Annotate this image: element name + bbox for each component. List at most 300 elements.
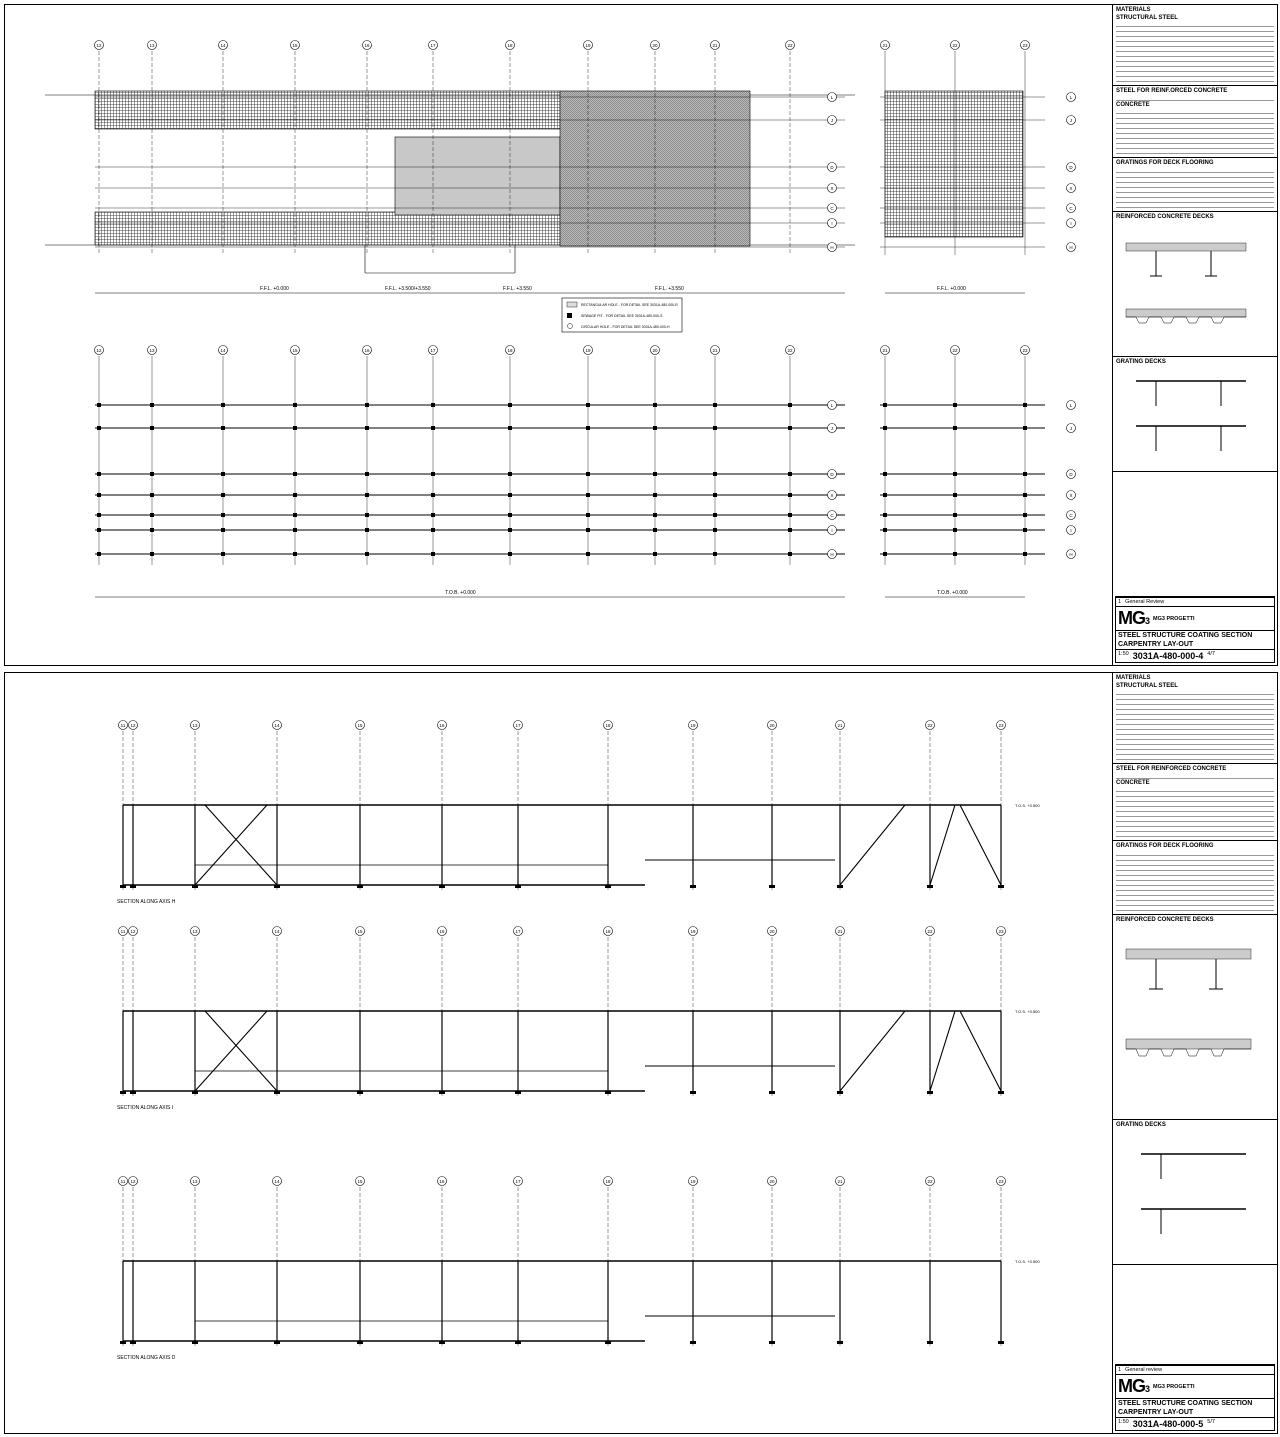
- column-mark: [150, 493, 154, 497]
- gratings-heading: GRATINGS FOR DECK FLOORING: [1116, 843, 1214, 849]
- grid-bubble: [291, 346, 300, 355]
- grid-bubble: [786, 41, 795, 50]
- column-mark: [713, 552, 717, 556]
- grid-label: J: [830, 117, 834, 123]
- column-mark: [788, 528, 792, 532]
- grid-label: 21: [882, 347, 888, 353]
- grid-bubble: [438, 721, 447, 730]
- grid-bubble: [1067, 526, 1076, 535]
- grid-bubble: [997, 1177, 1006, 1186]
- grid-label: 21: [837, 722, 843, 728]
- revision-note: General Review: [1125, 599, 1165, 605]
- grid-bubble: [711, 346, 720, 355]
- column-mark: [883, 528, 887, 532]
- grid-bubble: [514, 1177, 523, 1186]
- column-mark: [150, 426, 154, 430]
- grid-bubble: [363, 41, 372, 50]
- grid-label: 22: [927, 928, 933, 934]
- bracing: [840, 1011, 1001, 1091]
- grid-bubble: [148, 346, 157, 355]
- column-mark: [293, 472, 297, 476]
- steel-concrete-heading: STEEL FOR REINFORCED CONCRETE: [1116, 766, 1227, 772]
- column-mark: [883, 426, 887, 430]
- level-label: F.F.L. +3.550: [655, 286, 684, 292]
- grid-bubble: [828, 204, 837, 213]
- grid-bubble: [291, 41, 300, 50]
- tob-label: T.O.B. +0.000: [937, 590, 968, 596]
- title-block: [1115, 1364, 1275, 1431]
- grid-bubble: [768, 927, 777, 936]
- column-mark: [431, 513, 435, 517]
- grid-label: 19: [585, 347, 591, 353]
- column-mark: [883, 552, 887, 556]
- column-mark: [953, 513, 957, 517]
- base-plate: [927, 885, 933, 888]
- grid-label: H: [1069, 244, 1073, 250]
- base-plate: [837, 1091, 843, 1094]
- column-mark: [713, 513, 717, 517]
- grid-bubble: [1067, 511, 1076, 520]
- grid-label: 22: [927, 1178, 933, 1184]
- grid-bubble: [828, 243, 837, 252]
- column-mark: [713, 426, 717, 430]
- grid-bubble: [651, 346, 660, 355]
- grid-bubble: [95, 41, 104, 50]
- column-mark: [788, 513, 792, 517]
- grid-label: 15: [292, 42, 298, 48]
- base-plate: [769, 1341, 775, 1344]
- grid-label: 15: [357, 928, 363, 934]
- grid-bubble: [881, 346, 890, 355]
- grid-label: D: [1069, 164, 1073, 170]
- column-mark: [883, 472, 887, 476]
- grid-bubble: [951, 346, 960, 355]
- column-mark: [221, 403, 225, 407]
- notes-panel: [1112, 5, 1277, 665]
- materials-heading: MATERIALS: [1116, 7, 1151, 13]
- level-label: F.F.L. +0.000: [937, 286, 966, 292]
- grid-label: 16: [364, 42, 370, 48]
- grid-bubble: [828, 401, 837, 410]
- column-mark: [883, 403, 887, 407]
- grid-label: 19: [690, 722, 696, 728]
- steel-concrete-heading: STEEL FOR REINF.ORCED CONCRETE: [1116, 88, 1228, 94]
- grid-bubble: [1067, 219, 1076, 228]
- grid-label: 23: [998, 722, 1004, 728]
- grating-deck-detail: [1116, 1129, 1266, 1254]
- sheet-number: 5/7: [1207, 1419, 1215, 1425]
- drawing-number: 3031A-480-000-5: [1132, 1419, 1204, 1429]
- column-mark: [293, 493, 297, 497]
- base-plate: [769, 885, 775, 888]
- column-mark: [365, 552, 369, 556]
- column-mark: [883, 493, 887, 497]
- sheet-number: 4/7: [1207, 651, 1215, 657]
- grid-bubble: [1021, 41, 1030, 50]
- grid-label: X: [830, 492, 834, 498]
- column-mark: [953, 552, 957, 556]
- grid-label: 12: [130, 1178, 136, 1184]
- grid-label: 18: [507, 42, 513, 48]
- grid-bubble: [828, 491, 837, 500]
- column-mark: [508, 472, 512, 476]
- grid-bubble: [836, 721, 845, 730]
- column-mark: [221, 426, 225, 430]
- grid-bubble: [191, 1177, 200, 1186]
- grid-label: 20: [769, 928, 775, 934]
- rc-deck-detail: [1116, 924, 1266, 1109]
- column-mark: [508, 493, 512, 497]
- column-mark: [365, 513, 369, 517]
- column-mark: [508, 513, 512, 517]
- grid-bubble: [1067, 424, 1076, 433]
- column-mark: [653, 472, 657, 476]
- column-mark: [953, 472, 957, 476]
- grid-label: 14: [220, 42, 226, 48]
- base-plate: [130, 1091, 136, 1094]
- grid-label: 16: [439, 928, 445, 934]
- grid-bubble: [651, 41, 660, 50]
- grid-bubble: [273, 1177, 282, 1186]
- column-mark: [883, 513, 887, 517]
- level-label: T.O.S. +3.500: [1015, 1259, 1040, 1264]
- column-mark: [431, 552, 435, 556]
- grid-label: C: [1069, 512, 1073, 518]
- grid-label: 20: [769, 1178, 775, 1184]
- base-plate: [130, 885, 136, 888]
- column-mark: [1023, 528, 1027, 532]
- grid-label: D: [830, 164, 834, 170]
- grid-bubble: [506, 41, 515, 50]
- drawing-number: 3031A-480-000-4: [1132, 651, 1204, 661]
- grid-bubble: [951, 41, 960, 50]
- grid-label: H: [830, 244, 834, 250]
- grid-label: 21: [837, 1178, 843, 1184]
- scale: 1:50: [1118, 1419, 1129, 1425]
- grid-label: J: [830, 425, 834, 431]
- column-mark: [293, 552, 297, 556]
- grid-bubble: [881, 41, 890, 50]
- scale: 1:50: [1118, 651, 1129, 657]
- column-mark: [586, 513, 590, 517]
- grid-label: 17: [430, 347, 436, 353]
- legend: [562, 298, 682, 332]
- column-mark: [788, 426, 792, 430]
- base-plate: [837, 885, 843, 888]
- grid-bubble: [95, 346, 104, 355]
- grid-bubble: [1067, 184, 1076, 193]
- base-plate: [120, 885, 126, 888]
- grid-label: L: [1069, 402, 1073, 408]
- grid-label: 15: [357, 722, 363, 728]
- column-mark: [953, 426, 957, 430]
- grid-bubble: [191, 927, 200, 936]
- grating-area: [95, 212, 560, 245]
- grid-label: 21: [882, 42, 888, 48]
- grid-bubble: [129, 721, 138, 730]
- company-logo: MG3: [1118, 1376, 1150, 1396]
- grid-label: C: [830, 512, 834, 518]
- grid-bubble: [689, 721, 698, 730]
- grid-label: J: [1069, 425, 1073, 431]
- grid-label: 12: [130, 928, 136, 934]
- grid-bubble: [1067, 93, 1076, 102]
- grating-decks-heading: GRATING DECKS: [1116, 358, 1166, 365]
- grid-label: 14: [274, 722, 280, 728]
- grid-label: 21: [837, 928, 843, 934]
- column-mark: [653, 426, 657, 430]
- column-mark: [1023, 513, 1027, 517]
- grid-label: 21: [712, 42, 718, 48]
- grid-bubble: [786, 346, 795, 355]
- column-mark: [431, 403, 435, 407]
- grid-label: 18: [605, 928, 611, 934]
- column-mark: [713, 528, 717, 532]
- base-plate: [439, 885, 445, 888]
- grating-deck-detail: [1116, 366, 1266, 461]
- drawing-title: STEEL STRUCTURE COATING SECTION: [1118, 1400, 1253, 1407]
- grid-bubble: [1067, 550, 1076, 559]
- grid-bubble: [828, 470, 837, 479]
- grid-bubble: [828, 116, 837, 125]
- bracing: [195, 805, 277, 885]
- grid-bubble: [828, 184, 837, 193]
- grid-bubble: [689, 927, 698, 936]
- grid-label: 12: [96, 42, 102, 48]
- grid-label: 22: [927, 722, 933, 728]
- column-mark: [365, 528, 369, 532]
- column-mark: [788, 552, 792, 556]
- base-plate: [927, 1091, 933, 1094]
- notes-panel: [1112, 673, 1277, 1433]
- grid-label: 13: [192, 722, 198, 728]
- grid-bubble: [506, 346, 515, 355]
- grid-bubble: [584, 346, 593, 355]
- grid-bubble: [604, 927, 613, 936]
- column-mark: [431, 528, 435, 532]
- base-plate: [192, 1091, 198, 1094]
- column-mark: [221, 513, 225, 517]
- grid-bubble: [1067, 243, 1076, 252]
- base-plate: [769, 1091, 775, 1094]
- base-plate: [357, 1091, 363, 1094]
- grid-label: I: [831, 220, 833, 226]
- grid-label: 17: [515, 1178, 521, 1184]
- base-plate: [439, 1091, 445, 1094]
- column-mark: [150, 472, 154, 476]
- grid-bubble: [148, 41, 157, 50]
- grid-bubble: [438, 1177, 447, 1186]
- column-mark: [221, 528, 225, 532]
- base-plate: [120, 1091, 126, 1094]
- grid-label: X: [1069, 185, 1073, 191]
- grid-bubble: [438, 927, 447, 936]
- section-label: SECTION ALONG AXIS D: [117, 1355, 176, 1361]
- level-label: F.F.L. +0.000: [260, 286, 289, 292]
- grid-bubble: [129, 1177, 138, 1186]
- grid-label: 20: [652, 347, 658, 353]
- grid-bubble: [926, 721, 935, 730]
- column-mark: [586, 552, 590, 556]
- grid-bubble: [1021, 346, 1030, 355]
- grid-label: 20: [652, 42, 658, 48]
- column-mark: [365, 426, 369, 430]
- column-mark: [653, 513, 657, 517]
- base-plate: [515, 1091, 521, 1094]
- grid-bubble: [604, 721, 613, 730]
- grid-bubble: [273, 927, 282, 936]
- grid-label: H: [1069, 551, 1073, 557]
- grid-bubble: [828, 93, 837, 102]
- column-mark: [1023, 403, 1027, 407]
- grid-label: 12: [130, 722, 136, 728]
- column-mark: [1023, 472, 1027, 476]
- grid-bubble: [836, 927, 845, 936]
- base-plate: [439, 1341, 445, 1344]
- drawing-sheet-4: [4, 4, 1278, 666]
- grid-bubble: [828, 526, 837, 535]
- grid-bubble: [689, 1177, 698, 1186]
- grid-label: L: [1069, 94, 1073, 100]
- level-label: F.F.L. +3.550: [503, 286, 532, 292]
- grid-bubble: [828, 163, 837, 172]
- grid-label: 17: [515, 928, 521, 934]
- grid-label: X: [1069, 492, 1073, 498]
- grid-bubble: [429, 346, 438, 355]
- column-mark: [221, 472, 225, 476]
- grid-label: 16: [439, 722, 445, 728]
- grid-bubble: [273, 721, 282, 730]
- grid-label: I: [1070, 527, 1072, 533]
- grid-label: C: [1069, 205, 1073, 211]
- grid-bubble: [514, 927, 523, 936]
- grid-label: D: [1069, 471, 1073, 477]
- grid-label: 11: [120, 1178, 126, 1184]
- column-mark: [508, 426, 512, 430]
- base-plate: [690, 1091, 696, 1094]
- drawing-subtitle: CARPENTRY LAY-OUT: [1118, 641, 1194, 648]
- grid-bubble: [119, 927, 128, 936]
- grid-label: 18: [507, 347, 513, 353]
- rc-decks-heading: REINFORCED CONCRETE DECKS: [1116, 213, 1214, 220]
- grid-bubble: [1067, 163, 1076, 172]
- column-mark: [788, 493, 792, 497]
- grid-label: 14: [274, 1178, 280, 1184]
- grid-label: 11: [120, 722, 126, 728]
- revision-number: 1: [1118, 1367, 1122, 1373]
- grid-label: L: [830, 94, 834, 100]
- grid-bubble: [828, 219, 837, 228]
- column-mark: [293, 528, 297, 532]
- grid-bubble: [356, 721, 365, 730]
- base-plate: [605, 1091, 611, 1094]
- grid-label: X: [830, 185, 834, 191]
- column-mark: [150, 552, 154, 556]
- grid-bubble: [926, 927, 935, 936]
- base-plate: [515, 885, 521, 888]
- grid-bubble: [119, 1177, 128, 1186]
- grid-bubble: [711, 41, 720, 50]
- column-mark: [713, 472, 717, 476]
- grid-label: 19: [690, 1178, 696, 1184]
- column-mark: [788, 472, 792, 476]
- grid-label: I: [831, 527, 833, 533]
- grid-label: 15: [292, 347, 298, 353]
- grid-bubble: [356, 1177, 365, 1186]
- grid-label: 23: [998, 928, 1004, 934]
- section-drawing: [5, 673, 1113, 1433]
- grid-bubble: [1067, 491, 1076, 500]
- grid-bubble: [926, 1177, 935, 1186]
- grid-bubble: [429, 41, 438, 50]
- concrete-deck-area: [395, 137, 560, 215]
- column-mark: [431, 426, 435, 430]
- drawing-title: STEEL STRUCTURE COATING SECTION: [1118, 632, 1253, 639]
- column-mark: [293, 403, 297, 407]
- column-mark: [365, 403, 369, 407]
- grid-label: 16: [364, 347, 370, 353]
- column-mark: [97, 403, 101, 407]
- column-mark: [97, 513, 101, 517]
- grid-bubble: [997, 721, 1006, 730]
- grid-label: J: [1069, 117, 1073, 123]
- column-mark: [653, 403, 657, 407]
- grid-bubble: [1067, 470, 1076, 479]
- level-label: F.F.L. +3.500/+3.550: [385, 286, 431, 292]
- rc-decks-heading: REINFORCED CONCRETE DECKS: [1116, 916, 1214, 923]
- section-label: SECTION ALONG AXIS I: [117, 1105, 174, 1111]
- column-mark: [97, 426, 101, 430]
- base-plate: [998, 885, 1004, 888]
- grid-label: 13: [149, 347, 155, 353]
- concrete-heading: CONCRETE: [1116, 101, 1150, 108]
- grid-label: 23: [1022, 347, 1028, 353]
- grid-bubble: [356, 927, 365, 936]
- grid-label: I: [1070, 220, 1072, 226]
- grating-area: [885, 91, 1023, 237]
- grid-label: 22: [787, 347, 793, 353]
- grid-label: 16: [439, 1178, 445, 1184]
- base-plate: [998, 1091, 1004, 1094]
- column-mark: [97, 493, 101, 497]
- base-plate: [274, 1341, 280, 1344]
- column-mark: [150, 528, 154, 532]
- grating-area: [95, 91, 560, 129]
- column-mark: [586, 426, 590, 430]
- base-plate: [998, 1341, 1004, 1344]
- level-label: T.O.S. +3.500: [1015, 803, 1040, 808]
- base-plate: [605, 885, 611, 888]
- grid-bubble: [768, 1177, 777, 1186]
- grid-label: 17: [515, 722, 521, 728]
- grid-label: 17: [430, 42, 436, 48]
- column-mark: [221, 552, 225, 556]
- grid-bubble: [828, 424, 837, 433]
- drawing-subtitle: CARPENTRY LAY-OUT: [1118, 1409, 1194, 1416]
- grid-label: 22: [952, 42, 958, 48]
- column-mark: [1023, 552, 1027, 556]
- column-mark: [508, 528, 512, 532]
- grid-label: D: [830, 471, 834, 477]
- bracing: [195, 1011, 277, 1091]
- grid-label: 19: [585, 42, 591, 48]
- column-mark: [953, 403, 957, 407]
- column-mark: [365, 493, 369, 497]
- grid-label: 13: [192, 1178, 198, 1184]
- column-mark: [97, 552, 101, 556]
- materials-heading: MATERIALS: [1116, 675, 1151, 681]
- base-plate: [274, 1091, 280, 1094]
